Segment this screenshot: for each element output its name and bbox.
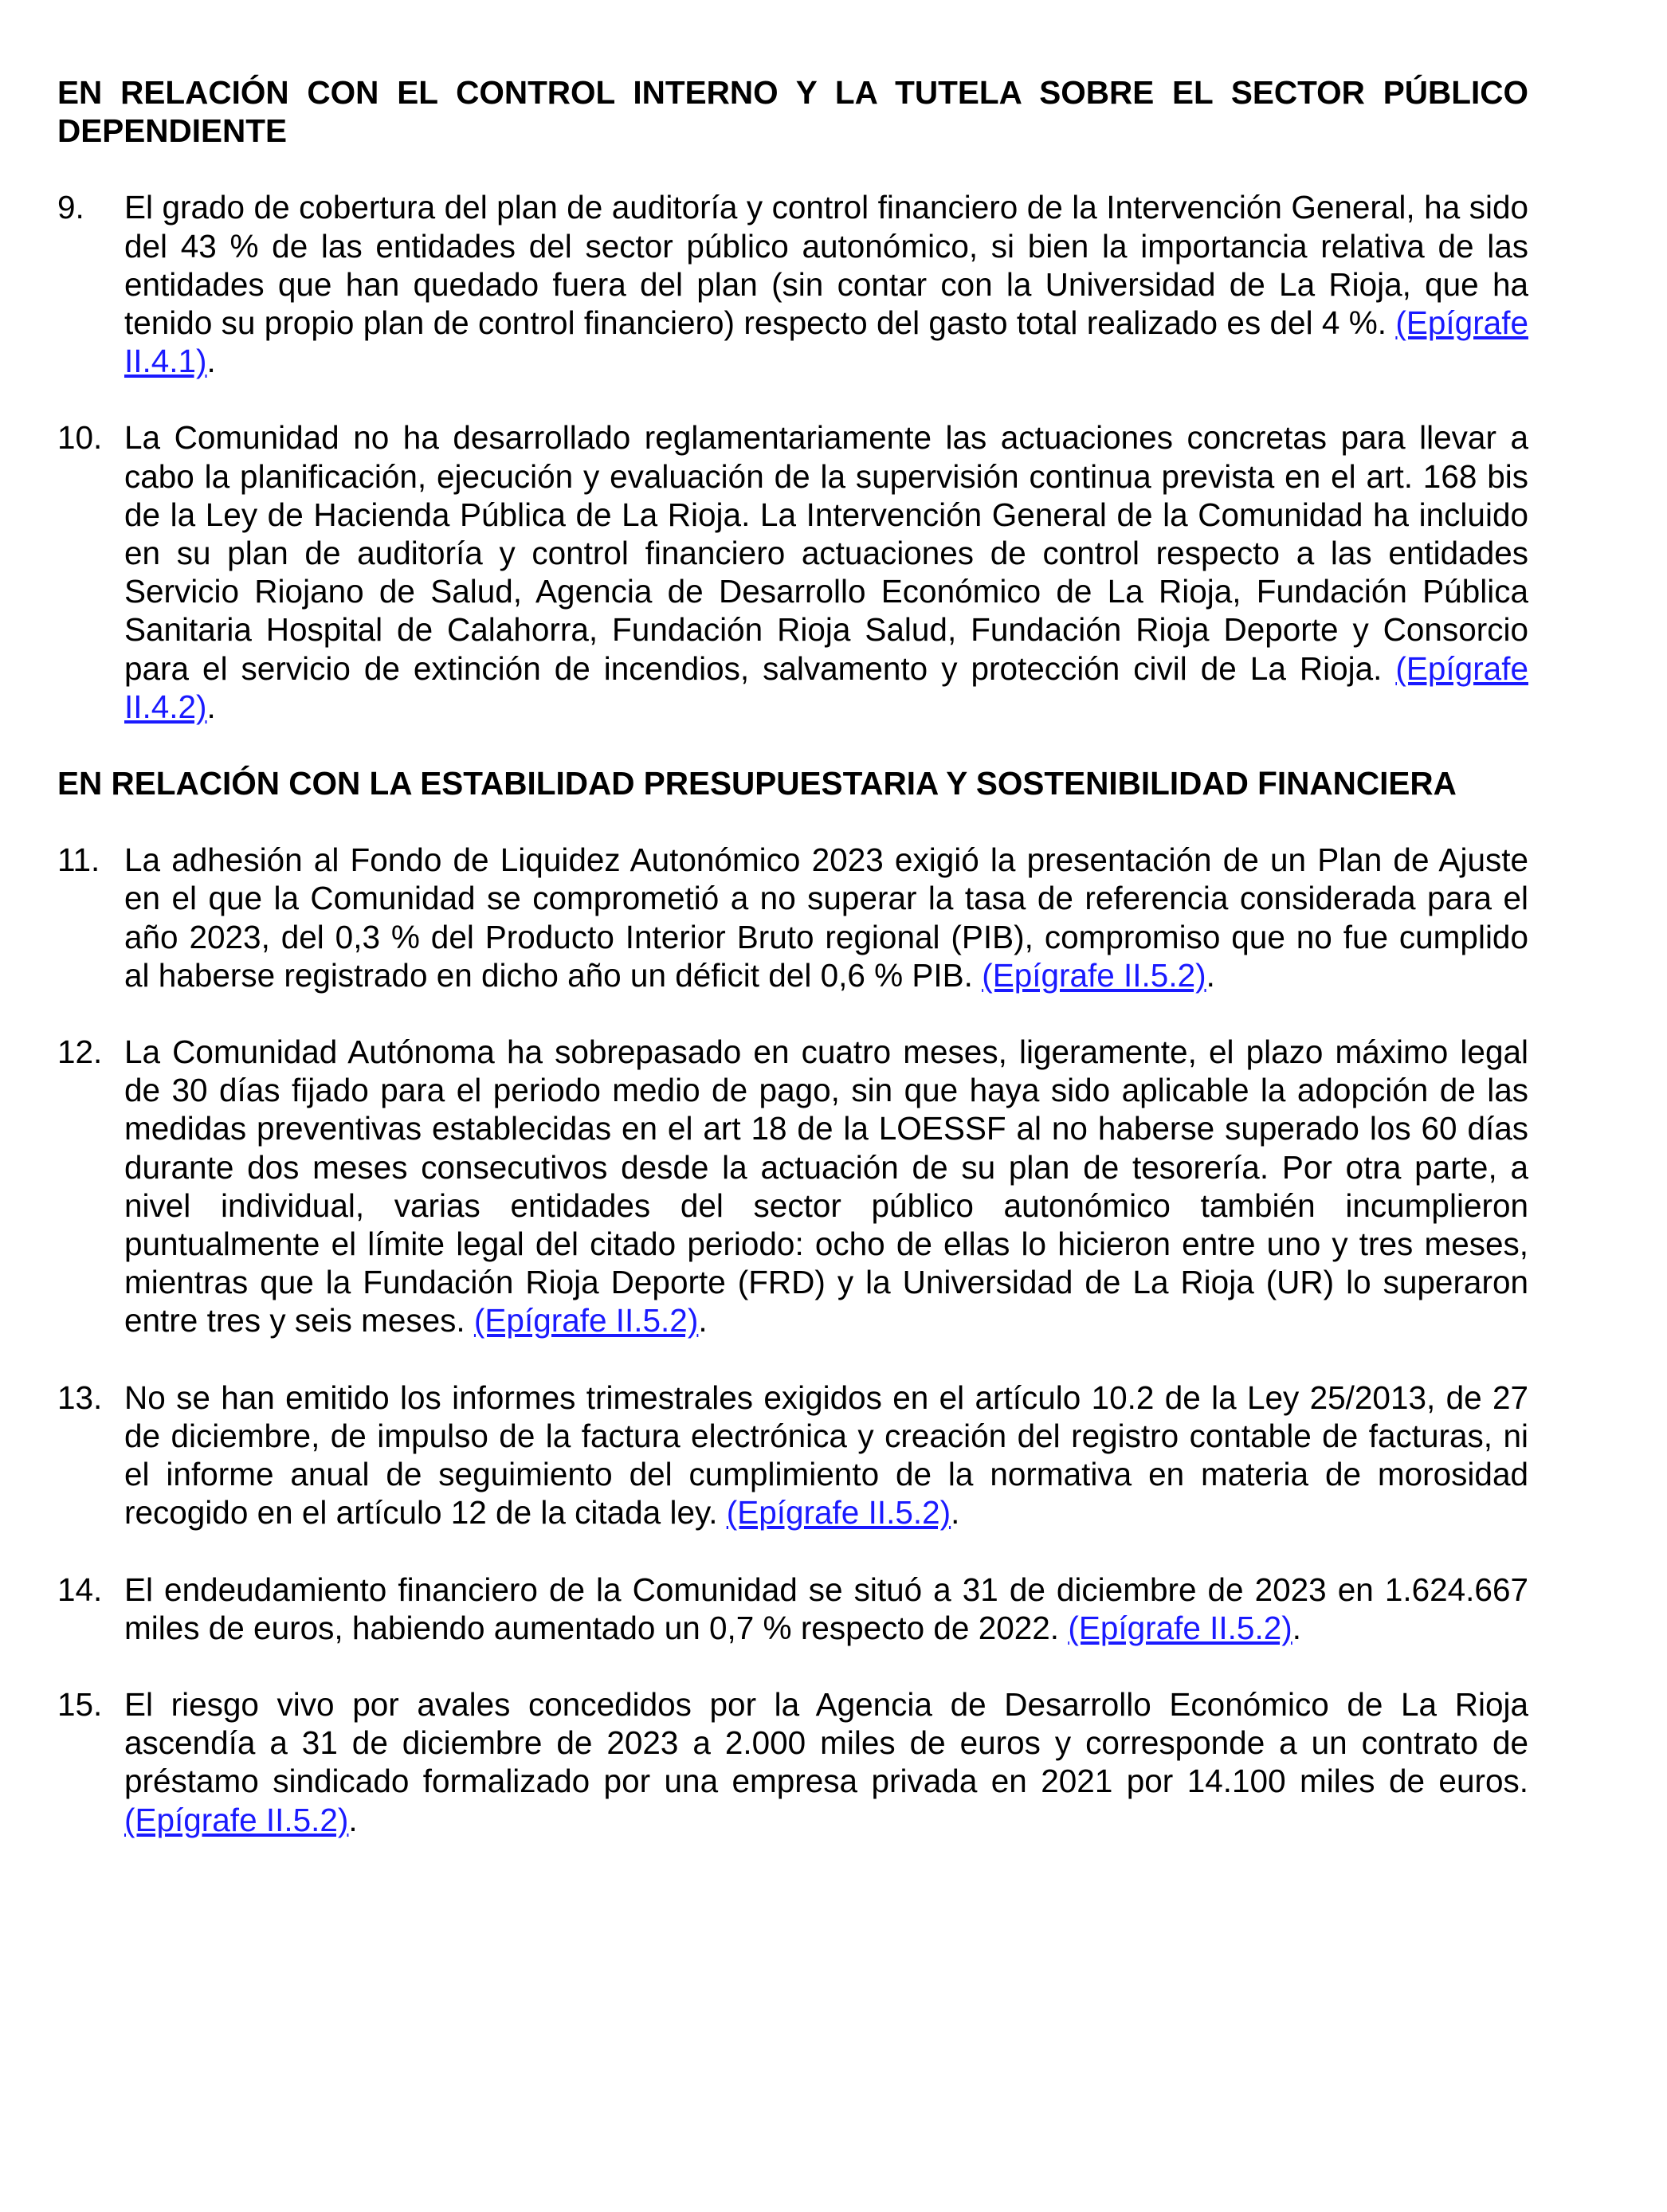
- finding-number: 9.: [57, 189, 84, 226]
- finding-paragraph: [124, 188, 1528, 380]
- finding-end: .: [951, 1494, 960, 1532]
- finding-paragraph: [124, 418, 1528, 726]
- finding-number: 10.: [57, 419, 103, 457]
- epigrafe-link[interactable]: (Epígrafe II.5.2): [473, 1302, 699, 1339]
- finding-end: .: [1292, 1609, 1301, 1646]
- finding-end: .: [348, 1801, 358, 1838]
- finding-paragraph: [124, 1033, 1528, 1340]
- finding-text: El riesgo vivo por avales concedidos por la Agencia de Desarrollo Económico de La Rioja ascendía a 31 de diciembre de 2023 a 2.000 miles de euros y corresponde a un contrato de préstamo sindicado formalizado por una empresa privada en 2021 por 14.100 miles de euros.: [124, 1685, 1528, 1800]
- finding-text: La Comunidad no ha desarrollado reglamentariamente las actuaciones concretas para llevar a cabo la planificación, ejecución y evaluación de la supervisión continua prevista en el art. 168 bis de la Ley de Hacienda Pública de La Rioja. La Intervención General de la Comunidad ha incluido en su plan de auditoría y control financiero actuaciones de control respecto a las entidades Servicio Riojano de Salud, Agencia de Desarrollo Económico de La Rioja, Fundación Pública Sanitaria Hospital de Calahorra, Fundación Rioja Salud, Fundación Rioja Deporte y Consorcio para el servicio de extinción de incendios, salvamento y protección civil de La Rioja.: [124, 419, 1528, 687]
- finding-item: [57, 1571, 1528, 1647]
- finding-item: [57, 1033, 1528, 1340]
- finding-paragraph: [124, 1379, 1528, 1532]
- finding-number: 13.: [57, 1379, 103, 1416]
- finding-text: El grado de cobertura del plan de auditoría y control financiero de la Intervención General, ha sido del 43 % de las entidades del sector público autonómico, si bien la importancia relativa de las entidades que han quedado fuera del plan (sin contar con la Universidad de La Rioja, que ha tenido su propio plan de control financiero) respecto del gasto total realizado es del 4 %.: [124, 189, 1528, 342]
- finding-paragraph: [124, 841, 1528, 994]
- finding-number: 14.: [57, 1571, 103, 1608]
- epigrafe-link[interactable]: (Epígrafe II.4.2): [124, 649, 1528, 725]
- finding-item: [57, 1379, 1528, 1532]
- epigrafe-link[interactable]: (Epígrafe II.4.1): [124, 304, 1528, 380]
- section-heading-control-interno: EN RELACIÓN CON EL CONTROL INTERNO Y LA TUTELA SOBRE EL SECTOR PÚBLICO DEPENDIENTE: [57, 74, 1528, 150]
- finding-number: 12.: [57, 1033, 103, 1071]
- finding-item: [57, 1685, 1528, 1839]
- epigrafe-link[interactable]: (Epígrafe II.5.2): [982, 956, 1206, 994]
- finding-text: No se han emitido los informes trimestrales exigidos en el artículo 10.2 de la Ley 25/2013, de 27 de diciembre, de impulso de la factura electrónica y creación del registro contable de facturas, ni el informe anual de seguimiento del cumplimiento de la normativa en materia de morosidad recogido en el artículo 12 de la citada ley.: [124, 1379, 1528, 1532]
- epigrafe-link[interactable]: (Epígrafe II.5.2): [1068, 1609, 1292, 1646]
- finding-text: El endeudamiento financiero de la Comunidad se situó a 31 de diciembre de 2023 en 1.624.667 miles de euros, habiendo aumentado un 0,7 % respecto de 2022.: [124, 1571, 1528, 1646]
- finding-paragraph: [124, 1571, 1528, 1647]
- finding-paragraph: [124, 1685, 1528, 1839]
- findings-list-estabilidad: [57, 841, 1528, 1838]
- finding-end: .: [698, 1302, 708, 1339]
- epigrafe-link[interactable]: (Epígrafe II.5.2): [726, 1494, 951, 1532]
- document-page: [57, 73, 1528, 1839]
- section-heading-estabilidad: EN RELACIÓN CON LA ESTABILIDAD PRESUPUESTARIA Y SOSTENIBILIDAD FINANCIERA: [57, 765, 1457, 802]
- finding-text: La Comunidad Autónoma ha sobrepasado en cuatro meses, ligeramente, el plazo máximo legal de 30 días fijado para el periodo medio de pago, sin que haya sido aplicable la adopción de las medidas preventivas establecidas en el art 18 de la LOESSF al no haberse superado los 60 días durante dos meses consecutivos desde la actuación de su plan de tesorería. Por otra parte, a nivel individual, varias entidades del sector público autonómico también incumplieron puntualmente el límite legal del citado periodo: ocho de ellas lo hicieron entre uno y tres meses, mientras que la Fundación Rioja Deporte (FRD) y la Universidad de La Rioja (UR) lo superaron entre tres y seis meses.: [124, 1033, 1528, 1339]
- finding-item: [57, 188, 1528, 380]
- finding-number: 11.: [57, 841, 100, 879]
- epigrafe-link[interactable]: (Epígrafe II.5.2): [124, 1801, 349, 1838]
- findings-list-control-interno: [57, 188, 1528, 726]
- finding-end: .: [1206, 956, 1215, 994]
- finding-end: .: [206, 343, 216, 380]
- finding-item: [57, 841, 1528, 994]
- finding-text: La adhesión al Fondo de Liquidez Autonómico 2023 exigió la presentación de un Plan de Ajuste en el que la Comunidad se comprometió a no superar la tasa de referencia considerada para el año 2023, del 0,3 % del Producto Interior Bruto regional (PIB), compromiso que no fue cumplido al haberse registrado en dicho año un déficit del 0,6 % PIB.: [124, 841, 1528, 994]
- finding-number: 15.: [57, 1685, 103, 1723]
- finding-item: [57, 418, 1528, 726]
- finding-end: .: [206, 688, 216, 725]
